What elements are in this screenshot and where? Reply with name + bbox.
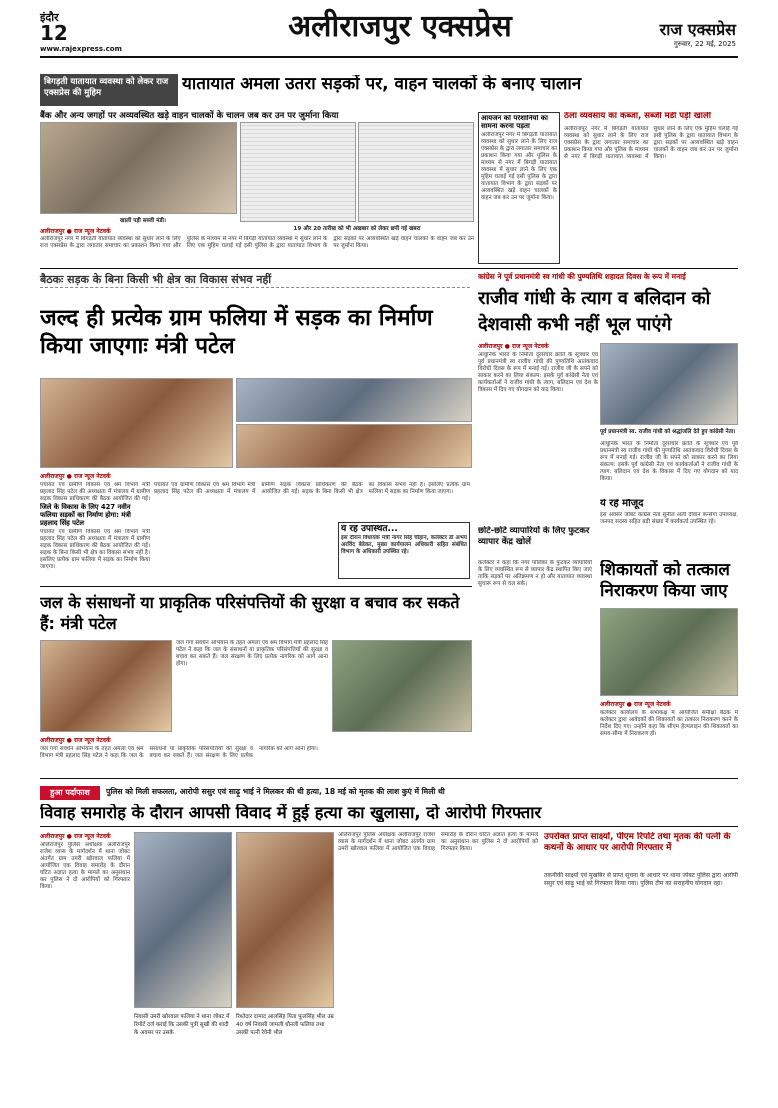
meeting-present-title: ये रहे उपस्थित... [341, 525, 398, 534]
complaints-body: कलेक्टर कार्यालय के सभाकक्ष में आयोजित समीक्षा बैठक में कलेक्टर द्वारा आवेदकों की शिकायतों का तत्काल निराकरण करने के निर्देश दिए गए। उन्होंने कहा कि सीएम हेल्पलाइन की शिकायतों का समय-सीमा में निराकरण हो। [600, 710, 738, 737]
vendors-body: कलेक्टर ने कहा कि नगर पालिका के फुटकर व्यापारियों के लिए व्यवस्थित रूप से व्यापार केंद्र स्थापित किए जाएं ताकि सड़कों पर अतिक्रमण न हो और यातायात व्यवस्था सुचारू रूप से चल सके। [478, 560, 592, 587]
meeting-headline: जल्द ही प्रत्येक ग्राम फलिया में सड़क का निर्माण किया जाएगाः मंत्री पटेल [40, 305, 433, 359]
water-byline: अलीराजपुर ● राज न्यूज नेटवर्क [40, 737, 111, 744]
crime-kicker: पुलिस को मिली सफलता, आरोपी ससुर एवं साढ़ू भाई ने मिलकर की थी हत्या, 18 मई को मृतक की लाश कुएं में मिली थी [106, 787, 445, 796]
meeting-photo-right-bottom [236, 424, 472, 468]
empty-market-caption: खाली पड़ी सब्जी मंडी। [120, 218, 167, 224]
crime-byline: अलीराजपुर ● राज न्यूज नेटवर्क [40, 833, 111, 840]
rajiv-tribute-photo [600, 343, 738, 425]
campaign-headline: यातायात अमला उतरा सड़कों पर, वाहन चालकों के बनाए चालान [182, 75, 582, 94]
masthead-divider [40, 56, 738, 58]
meeting-photo-left [40, 378, 233, 468]
rajiv-present-body: इस अवसर जोबट कांग्रेस नेता सुनील अली दीवान कन्सेगा उपाध्यक्ष, जनपद सदस्य सहित बड़ी संख्या में कार्यकर्ता उपस्थित रहे। [600, 512, 738, 525]
water-headline: जल के संसाधनों या प्राकृतिक परिसंपत्तियों की सुरक्षा व बचाव कर सकते हैं: मंत्री पटेल [40, 593, 460, 633]
campaign-body: अलीराजपुर नगर में बिगड़ती यातायात व्यवस्था को सुधार लाने के लिए राज एक्सप्रेस के द्वारा लगातार समाचार का प्रकाशन किया गया और पुलिस के माध्यम से नगर में बिगड़ी यातायात व्यवस्था में सुधार लाने के लिए एक मुहिम चलाई गई इसी पुलिस के द्वारा यातायात विभाग के द्वारा सड़कों पर अव्यवस्थित खड़े वाहन चालकों के वाहन जब कर उन पर जुर्माना किया। [40, 236, 474, 249]
brand-name: राज एक्सप्रेस [659, 20, 736, 39]
complaints-byline: अलीराजपुर ● राज न्यूज नेटवर्क [600, 701, 671, 708]
page-number: 12 [40, 21, 68, 45]
water-photo-main [40, 640, 172, 732]
campaign-quote-title: आयजन को परेशानियों का सामना करना पड़ता [481, 115, 548, 130]
section-divider-2 [40, 586, 472, 587]
meeting-kicker: बैठकः सड़क के बिना किसी भी क्षेत्र का विकास संभव नहीं [40, 272, 470, 288]
crime-photo1-caption: निवासी उमरी खोरवाल फलिया ने थाना जोबट में रिपोर्ट दर्ज कराई कि उसकी पुत्री सुखी की शादी के अवसर पर उसके [134, 1014, 230, 1036]
newspaper-clip-1 [240, 122, 356, 222]
crime-photo-accused [236, 832, 334, 1008]
water-body-cols: जल गंगा संवर्धन अभियान के तहत अमला एवं श्रम विभाग मंत्री प्रहलाद सिंह पटेल ने कहा कि जल के संसाधनों या प्राकृतिक परिसंपत्तियों की सुरक्षा व बचाव कर सकते हैं। जल संरक्षण के लिए प्रत्येक नागरिक को आगे आना होगा। [40, 746, 318, 759]
vendors-headline: छोटे-छोटे व्यापारियों के लिए फुटकर व्यापार केंद्र खोलें [478, 526, 590, 547]
paper-title: अलीराजपुर एक्सप्रेस [288, 9, 512, 44]
campaign-quote-body: अलीराजपुर नगर में बिगड़ती यातायात व्यवस्था को सुधार लाने के लिए राज एक्सप्रेस के द्वारा लगातार समाचार का प्रकाशन किया गया और पुलिस के माध्यम से नगर में बिगड़ी यातायात व्यवस्था में सुधार लाने के लिए एक मुहिम चलाई गई इसी पुलिस के द्वारा यातायात विभाग के द्वारा सड़कों पर अव्यवस्थित खड़े वाहन चालकों के वाहन जब कर उन पर जुर्माना किया। [481, 132, 557, 202]
meeting-body-cols: पंचायत एवं ग्रामीण विकास एवं श्रम विभाग मंत्री प्रहलाद सिंह पटेल की अध्यक्षता में मंत्रालय में ग्रामीण सड़क विकास प्राधिकरण की बैठक आयोजित की गई। सड़क के बिना किसी भी क्षेत्र का विकास संभव नहीं है। इसलिए प्रत्येक ग्राम फलिया में सड़क का निर्माण किया जाएगा। [154, 482, 470, 495]
campaign-quote-box [478, 112, 560, 264]
rajiv-photo-caption: पूर्व प्रधानमंत्री स्व. राजीव गांधी को श्रद्धांजलि देते हुए कांग्रेसी नेता। [600, 429, 736, 435]
campaign-subhead: बैंक और अन्य जगहों पर अव्यवस्थित खड़े वाहन चालकों के चालन जब कर उन पर जुर्माना किया [40, 111, 339, 121]
water-photo-right [332, 640, 472, 732]
meeting-photo-right-top [236, 378, 472, 422]
complaints-photo [600, 608, 738, 696]
rajiv-byline: अलीराजपुर ● राज न्यूज नेटवर्क [478, 343, 549, 350]
complaints-headline: शिकायतों को तत्काल निराकरण किया जाए [600, 560, 730, 601]
website-link[interactable]: www.rajexpress.com [40, 45, 122, 53]
congress-kicker: कांग्रेस ने पूर्व प्रधानमंत्री स्व गांधी की पुण्यतिथि शहादत दिवस के रूप में मनाई [478, 272, 686, 281]
meeting-subhead: जिले के विकास के लिए 427 नवीन फलिया सड़कों का निर्माण होगा: मंत्री प्रहलाद सिंह पटेल [40, 503, 131, 527]
clip-caption: 19 और 20 तारीख को भी अखबार को लेकर छपी गई खबरा [293, 226, 421, 232]
meeting-byline: अलीराजपुर ● राज न्यूज नेटवर्क [40, 473, 111, 480]
rajiv-headline: राजीव गांधी के त्याग व बलिदान को देशवासी कभी नहीं भूल पाएंगे [478, 288, 711, 335]
crime-body-left: अलिराजपुर पुलिस अधीक्षक अलीराजपुर राजेश व्यास के मार्गदर्शन में थाना जोबट अंतर्गत ग्राम उमरी खोरवाल फलिया में आयोजित एक विवाह समारोह के दौरान घटित अज्ञात हत्या के मामले का अनुसंधान कर पुलिस ने दो आरोपियों को गिरफ्तार किया। [40, 842, 130, 890]
campaign-byline: अलीराजपुर ● राज न्यूज नेटवर्क [40, 228, 111, 235]
section-divider-1 [40, 268, 738, 269]
meeting-body-col1b: पंचायत एवं ग्रामीण विकास एवं श्रम विभाग मंत्री प्रहलाद सिंह पटेल की अध्यक्षता में मंत्रालय में ग्रामीण सड़क विकास प्राधिकरण की बैठक आयोजित की गई। सड़क के बिना किसी भी क्षेत्र का विकास संभव नहीं है। इसलिए प्रत्येक ग्राम फलिया में सड़क का निर्माण किया जाएगा। [40, 529, 150, 570]
campaign-side-body: अलीराजपुर नगर में बिगड़ती यातायात व्यवस्था को सुधार लाने के लिए राज एक्सप्रेस के द्वारा लगातार समाचार का प्रकाशन किया गया और पुलिस के माध्यम से नगर में बिगड़ी यातायात व्यवस्था में सुधार लाने के लिए एक मुहिम चलाई गई इसी पुलिस के द्वारा यातायात विभाग के द्वारा सड़कों पर अव्यवस्थित खड़े वाहन चालकों के वाहन जब कर उन पर जुर्माना किया। [564, 126, 738, 160]
empty-market-photo [40, 122, 237, 214]
newspaper-clip-2 [358, 122, 474, 222]
rajiv-present-title: ये रहे मौजूद [600, 499, 644, 509]
crime-headline: विवाह समारोह के दौरान आपसी विवाद में हुई हत्या का खुलासा, दो आरोपी गिरफ्तार [40, 804, 542, 822]
rajiv-body-col: आधुनिक भारत के निर्माता दूरसंचार क्रांति के सूत्रधार एवं पूर्व प्रधानमंत्री स्व राजीव गांधी की पुण्यतिथि आतंकवाद विरोधी दिवस के रूप में मनाई गई। राजीव जी के सपने को साकार करने का लिया संकल्प: इसके पूर्व कांग्रेसी नेता एवं कार्यकर्ताओं ने राजीव गांधी के त्याग, बलिदान एवं देश के विकास में दिए गए योगदान को याद किया। [478, 352, 598, 393]
campaign-tag: बिगड़ती यातायात व्यवस्था को लेकर राज एक्सप्रेस की मुहिम [40, 74, 178, 106]
crime-body-mid: अलिराजपुर पुलिस अधीक्षक अलीराजपुर राजेश व्यास के मार्गदर्शन में थाना जोबट अंतर्गत ग्राम उमरी खोरवाल फलिया में आयोजित एक विवाह समारोह के दौरान घटित अज्ञात हत्या के मामले का अनुसंधान कर पुलिस ने दो आरोपियों को गिरफ्तार किया। [338, 832, 538, 852]
meeting-present-body: इस दौरान विधायक मंत्री नागर सिंह चौहान, कलेक्टर डॉ अभय अरविंद बेडेकर, मुख्य कार्यपालन अधिकारी सहित संबंधित विभाग के अधिकारी उपस्थित रहे। [341, 534, 467, 555]
meeting-present-box [338, 522, 470, 579]
crime-tag: हुआ पर्दाफाश [40, 786, 100, 800]
crime-side-body: तकनीकी साक्ष्यों एवं मुखबिर से प्राप्त सूचना के आधार पर थाना जोबट पुलिस द्वारा आरोपी ससुर एवं साढ़ू भाई को गिरफ्तार किया गया। पुलिस टीम का सराहनीय योगदान रहा। [544, 872, 738, 887]
crime-side-title: उपरोक्त प्राप्त साक्ष्यों, पीएम रिपोर्ट तथा मृतक की पत्नी के कथनों के आधार पर आरोपी गिरफ्तार में [544, 832, 731, 853]
page-city: इंदौर [40, 11, 59, 24]
meeting-body-col1: पंचायत एवं ग्रामीण विकास एवं श्रम विभाग मंत्री प्रहलाद सिंह पटेल की अध्यक्षता में मंत्रालय में ग्रामीण सड़क विकास प्राधिकरण की बैठक आयोजित की गई। [40, 482, 150, 502]
section-divider-3 [40, 778, 738, 779]
campaign-side-title: ठेला व्यवसाय का कब्जा, सब्जी मंडी पड़ी खाली [564, 112, 711, 121]
water-body-mid: जल गंगा संवर्धन अभियान के तहत अमला एवं श्रम विभाग मंत्री प्रहलाद सिंह पटेल ने कहा कि जल के संसाधनों या प्राकृतिक परिसंपत्तियों की सुरक्षा व बचाव कर सकते हैं। जल संरक्षण के लिए प्रत्येक नागरिक को आगे आना होगा। [176, 640, 328, 667]
rajiv-body-col2: आधुनिक भारत के निर्माता दूरसंचार क्रांति के सूत्रधार एवं पूर्व प्रधानमंत्री स्व राजीव गांधी की पुण्यतिथि आतंकवाद विरोधी दिवस के रूप में मनाई गई। राजीव जी के सपने को साकार करने का लिया संकल्प: इसके पूर्व कांग्रेसी नेता एवं कार्यकर्ताओं ने राजीव गांधी के त्याग, बलिदान एवं देश के विकास में दिए गए योगदान को याद किया। [600, 441, 738, 482]
crime-photo-police [134, 832, 232, 1008]
crime-headline-underline [40, 826, 738, 827]
issue-date: गुरुवार, 22 मई, 2025 [673, 40, 736, 48]
crime-photo2-caption: रिश्तेदार दामाद आलसिंह पिता फूलसिंह भील उम्र 40 वर्ष निवासी जामली धौनली फलिया तथा उसकी पत्नी रेवेनी भील [236, 1014, 334, 1036]
